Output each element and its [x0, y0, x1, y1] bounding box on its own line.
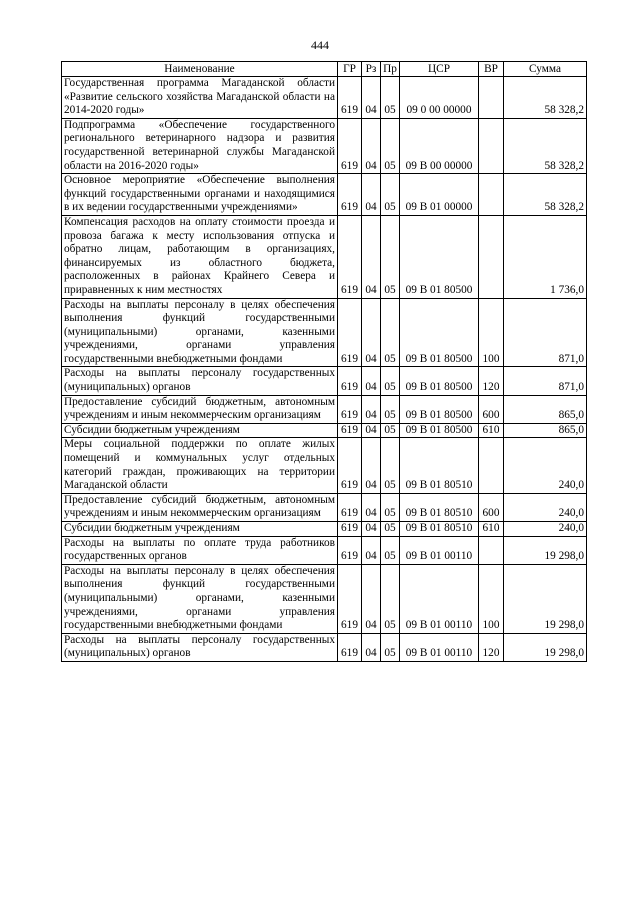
row-vr-cell: 100 — [479, 298, 504, 367]
row-gr-cell: 619 — [338, 395, 362, 423]
row-pr-cell: 05 — [381, 564, 400, 633]
row-pr-cell: 05 — [381, 493, 400, 521]
row-csr-cell: 09 В 01 80500 — [400, 367, 479, 395]
row-pr-cell: 05 — [381, 77, 400, 119]
row-csr-cell: 09 В 00 00000 — [400, 118, 479, 173]
row-pr-cell: 05 — [381, 438, 400, 493]
row-sum-cell: 19 298,0 — [504, 633, 587, 661]
row-sum-cell: 865,0 — [504, 395, 587, 423]
header-gr: ГР — [338, 62, 362, 77]
row-gr-cell: 619 — [338, 423, 362, 438]
table-row — [62, 367, 587, 395]
row-pr-cell: 05 — [381, 423, 400, 438]
row-name-cell: Расходы на выплаты персоналу государственных (муниципальных) органов — [62, 633, 338, 661]
row-rz-cell: 04 — [362, 536, 381, 564]
table-row — [62, 77, 587, 119]
row-csr-cell: 09 В 01 80510 — [400, 438, 479, 493]
row-csr-cell: 09 В 01 00000 — [400, 174, 479, 216]
row-sum-cell: 19 298,0 — [504, 564, 587, 633]
row-gr-cell: 619 — [338, 536, 362, 564]
row-gr-cell: 619 — [338, 215, 362, 298]
row-gr-cell: 619 — [338, 564, 362, 633]
row-rz-cell: 04 — [362, 77, 381, 119]
row-csr-cell: 09 В 01 80500 — [400, 423, 479, 438]
row-sum-cell: 1 736,0 — [504, 215, 587, 298]
row-gr-cell: 619 — [338, 174, 362, 216]
table-row — [62, 423, 587, 438]
row-sum-cell: 58 328,2 — [504, 174, 587, 216]
row-vr-cell — [479, 215, 504, 298]
row-pr-cell: 05 — [381, 215, 400, 298]
header-sum: Сумма — [504, 62, 587, 77]
table-header-row — [62, 62, 587, 77]
row-name-cell: Компенсация расходов на оплату стоимости проезда и провоза багажа к месту использования отпуска и обратно лицам, работающим в организациях, финансируемых из областного бюджета, расположенных в районах Крайнего Севера и приравненных к ним местностях — [62, 215, 338, 298]
budget-table — [61, 61, 587, 662]
row-sum-cell: 58 328,2 — [504, 118, 587, 173]
row-rz-cell: 04 — [362, 395, 381, 423]
row-vr-cell — [479, 536, 504, 564]
row-gr-cell: 619 — [338, 522, 362, 537]
row-gr-cell: 619 — [338, 298, 362, 367]
row-pr-cell: 05 — [381, 395, 400, 423]
table-row — [62, 438, 587, 493]
table-body — [62, 77, 587, 662]
header-name: Наименование — [62, 62, 338, 77]
page-number: 444 — [311, 38, 329, 52]
row-csr-cell: 09 В 01 00110 — [400, 536, 479, 564]
row-rz-cell: 04 — [362, 493, 381, 521]
row-name-cell: Субсидии бюджетным учреждениям — [62, 423, 338, 438]
row-name-cell: Меры социальной поддержки по оплате жилых помещений и коммунальных услуг отдельных категорий граждан, проживающих на территории Магаданской области — [62, 438, 338, 493]
header-vr: ВР — [479, 62, 504, 77]
row-sum-cell: 865,0 — [504, 423, 587, 438]
row-gr-cell: 619 — [338, 493, 362, 521]
row-csr-cell: 09 В 01 80510 — [400, 493, 479, 521]
row-csr-cell: 09 В 01 80500 — [400, 215, 479, 298]
row-gr-cell: 619 — [338, 77, 362, 119]
row-name-cell: Предоставление субсидий бюджетным, автономным учреждениям и иным некоммерческим организациям — [62, 493, 338, 521]
row-pr-cell: 05 — [381, 298, 400, 367]
table-row — [62, 174, 587, 216]
row-pr-cell: 05 — [381, 522, 400, 537]
row-sum-cell: 19 298,0 — [504, 536, 587, 564]
row-rz-cell: 04 — [362, 423, 381, 438]
row-rz-cell: 04 — [362, 367, 381, 395]
row-name-cell: Расходы на выплаты по оплате труда работников государственных органов — [62, 536, 338, 564]
table-row — [62, 522, 587, 537]
row-rz-cell: 04 — [362, 633, 381, 661]
header-rz: Рз — [362, 62, 381, 77]
row-pr-cell: 05 — [381, 633, 400, 661]
row-name-cell: Расходы на выплаты персоналу в целях обеспечения выполнения функций государственными (муниципальными) органами, казенными учреждениями, органами управления государственными внебюджетными фондами — [62, 564, 338, 633]
row-name-cell: Расходы на выплаты персоналу в целях обеспечения выполнения функций государственными (муниципальными) органами, казенными учреждениями, органами управления государственными внебюджетными фондами — [62, 298, 338, 367]
table-row — [62, 395, 587, 423]
row-gr-cell: 619 — [338, 367, 362, 395]
table-row — [62, 118, 587, 173]
row-name-cell: Подпрограмма «Обеспечение государственного регионального ветеринарного надзора и развития государственной ветеринарной службы Магаданской области на 2016-2020 годы» — [62, 118, 338, 173]
row-gr-cell: 619 — [338, 633, 362, 661]
table-row — [62, 215, 587, 298]
table-row — [62, 536, 587, 564]
header-csr: ЦСР — [400, 62, 479, 77]
row-vr-cell: 120 — [479, 633, 504, 661]
row-csr-cell: 09 0 00 00000 — [400, 77, 479, 119]
table-row — [62, 493, 587, 521]
row-rz-cell: 04 — [362, 522, 381, 537]
row-csr-cell: 09 В 01 80500 — [400, 298, 479, 367]
row-vr-cell: 120 — [479, 367, 504, 395]
row-rz-cell: 04 — [362, 215, 381, 298]
table-row — [62, 564, 587, 633]
row-vr-cell: 610 — [479, 522, 504, 537]
row-sum-cell: 240,0 — [504, 522, 587, 537]
row-name-cell: Государственная программа Магаданской области «Развитие сельского хозяйства Магаданской области на 2014-2020 годы» — [62, 77, 338, 119]
row-rz-cell: 04 — [362, 438, 381, 493]
table-row — [62, 633, 587, 661]
row-name-cell: Основное мероприятие «Обеспечение выполнения функций государственными органами и находящимися в их ведении государственными учреждениями» — [62, 174, 338, 216]
row-sum-cell: 58 328,2 — [504, 77, 587, 119]
row-name-cell: Субсидии бюджетным учреждениям — [62, 522, 338, 537]
row-pr-cell: 05 — [381, 367, 400, 395]
row-rz-cell: 04 — [362, 118, 381, 173]
row-csr-cell: 09 В 01 00110 — [400, 633, 479, 661]
row-csr-cell: 09 В 01 80510 — [400, 522, 479, 537]
row-vr-cell — [479, 174, 504, 216]
row-vr-cell — [479, 438, 504, 493]
row-sum-cell: 240,0 — [504, 493, 587, 521]
row-vr-cell — [479, 77, 504, 119]
row-vr-cell: 600 — [479, 493, 504, 521]
row-name-cell: Предоставление субсидий бюджетным, автономным учреждениям и иным некоммерческим организациям — [62, 395, 338, 423]
row-vr-cell: 610 — [479, 423, 504, 438]
row-csr-cell: 09 В 01 80500 — [400, 395, 479, 423]
row-sum-cell: 871,0 — [504, 367, 587, 395]
row-sum-cell: 240,0 — [504, 438, 587, 493]
row-pr-cell: 05 — [381, 174, 400, 216]
header-pr: Пр — [381, 62, 400, 77]
row-rz-cell: 04 — [362, 298, 381, 367]
row-pr-cell: 05 — [381, 536, 400, 564]
row-rz-cell: 04 — [362, 564, 381, 633]
row-vr-cell — [479, 118, 504, 173]
table-row — [62, 298, 587, 367]
row-sum-cell: 871,0 — [504, 298, 587, 367]
row-csr-cell: 09 В 01 00110 — [400, 564, 479, 633]
row-rz-cell: 04 — [362, 174, 381, 216]
row-gr-cell: 619 — [338, 438, 362, 493]
row-pr-cell: 05 — [381, 118, 400, 173]
row-gr-cell: 619 — [338, 118, 362, 173]
row-vr-cell: 600 — [479, 395, 504, 423]
row-name-cell: Расходы на выплаты персоналу государственных (муниципальных) органов — [62, 367, 338, 395]
row-vr-cell: 100 — [479, 564, 504, 633]
